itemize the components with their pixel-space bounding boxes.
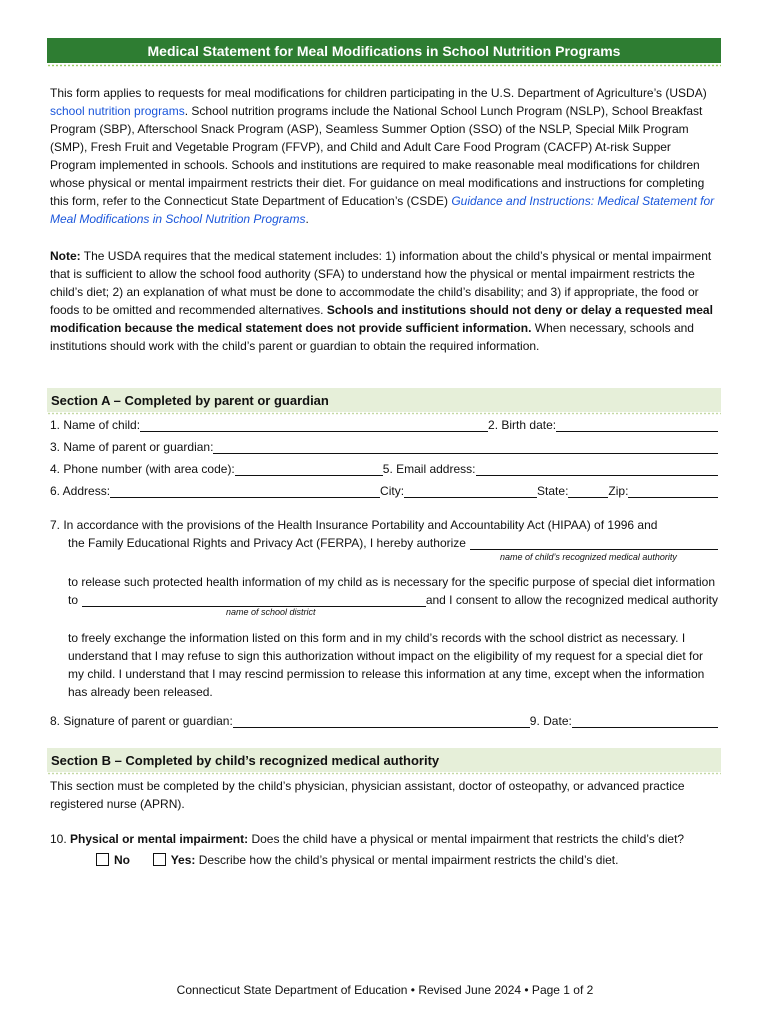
city-field[interactable]: [404, 484, 537, 498]
q7-intro: 7. In accordance with the provisions of the Health Insurance Portability and Accountability Act (HIPAA) of 1996 and: [50, 518, 658, 532]
guidance-instructions-link[interactable]: Guidance and Instructions: Medical Statement for Meal Modifications in School Nutrition Programs: [50, 194, 715, 226]
child-name-field[interactable]: [140, 418, 488, 432]
email-field[interactable]: [476, 462, 719, 476]
q7-release-text: to release such protected health information of my child as is necessary for the specific purpose of special diet information: [68, 575, 715, 589]
row-parent: 3. Name of parent or guardian:: [50, 438, 718, 454]
school-nutrition-programs-link[interactable]: school nutrition programs: [50, 104, 185, 118]
section-a-header: Section A – Completed by parent or guardian: [47, 388, 721, 412]
row-child-birth: 1. Name of child: 2. Birth date:: [50, 416, 718, 432]
parent-name-field[interactable]: [213, 440, 718, 454]
q7-rest-text: to freely exchange the information listed on this form and in my child’s records with the school district as necessary. I understand that I may refuse to sign this authorization without impact on the eligibility of my request for a special diet for my child. I understand that I may rescind permission to release this information at any time, except when the information has already been released.: [68, 631, 705, 699]
section-b-header: Section B – Completed by child’s recognized medical authority: [47, 748, 721, 772]
q10-options: No Yes: Describe how the child’s physical or mental impairment restricts the child’s diet.: [96, 851, 716, 869]
row-phone-email: 4. Phone number (with area code): 5. Email address:: [50, 460, 718, 476]
form-title: Medical Statement for Meal Modifications in School Nutrition Programs: [47, 38, 721, 63]
no-label: No: [114, 853, 130, 867]
address-field[interactable]: [110, 484, 380, 498]
state-field[interactable]: [568, 484, 608, 498]
q7-district-row: to and I consent to allow the recognized medical authority: [68, 593, 718, 607]
section-b-intro: This section must be completed by the child’s physician, physician assistant, doctor of osteopathy, or advanced practice registered nurse (APRN).: [50, 779, 685, 811]
q7-authorize-row: the Family Educational Rights and Privacy Act (FERPA), I hereby authorize: [68, 534, 718, 550]
date-field[interactable]: [572, 714, 718, 728]
medical-authority-field[interactable]: [470, 536, 718, 550]
q10-question: 10. Physical or mental impairment: Does the child have a physical or mental impairment that restricts the child’s diet?: [50, 832, 685, 846]
yes-checkbox[interactable]: [153, 853, 166, 866]
signature-field[interactable]: [233, 714, 530, 728]
phone-field[interactable]: [235, 462, 383, 476]
yes-label: Yes:: [170, 853, 196, 867]
intro-paragraph: This form applies to requests for meal modifications for children participating in the U.S. Department of Agriculture’s (USDA) school nutrition programs. School nutrition programs include the National School Lunch Program (NSLP), School Breakfast Program (SBP), Afterschool Snack Program (ASP), Seamless Summer Option (SSO) of the NSLP, Special Milk Program (SMP), Fresh Fruit and Vegetable Program (FFVP), and Child and Adult Care Food Program (CACFP) At-risk Supper Program implemented in schools. Schools and institutions are required to make reasonable meal modifications for children whose physical or mental impairment restricts their diet. For guidance on meal modifications and instructions for completing this form, refer to the Connecticut State Department of Education’s (CSDE) Guidance and Instructions: Medical Statement for Meal Modifications in School Nutrition Programs.: [50, 86, 715, 226]
note-paragraph: Note: The USDA requires that the medical statement includes: 1) information about the child’s physical or mental impairment that is sufficient to allow the school food authority (SFA) to understand how the physical or mental impairment restricts the child’s diet; 2) an explanation of what must be done to accommodate the child’s disability; and 3) if appropriate, the food or foods to be omitted and recommended alternatives. Schools and institutions should not deny or delay a requested meal modification because the medical statement does not provide sufficient information. When necessary, schools and institutions should work with the child’s parent or guardian to obtain the required information.: [50, 249, 713, 353]
birth-date-field[interactable]: [556, 418, 718, 432]
zip-field[interactable]: [628, 484, 718, 498]
caption-medical-authority: name of child’s recognized medical authority: [500, 552, 677, 562]
row-address: 6. Address: City: State: Zip:: [50, 482, 718, 498]
caption-school-district: name of school district: [226, 607, 316, 617]
no-checkbox[interactable]: [96, 853, 109, 866]
school-district-field[interactable]: [82, 593, 426, 607]
row-signature: 8. Signature of parent or guardian: 9. Date:: [50, 712, 718, 728]
page-footer: Connecticut State Department of Education • Revised June 2024 • Page 1 of 2: [176, 983, 594, 997]
